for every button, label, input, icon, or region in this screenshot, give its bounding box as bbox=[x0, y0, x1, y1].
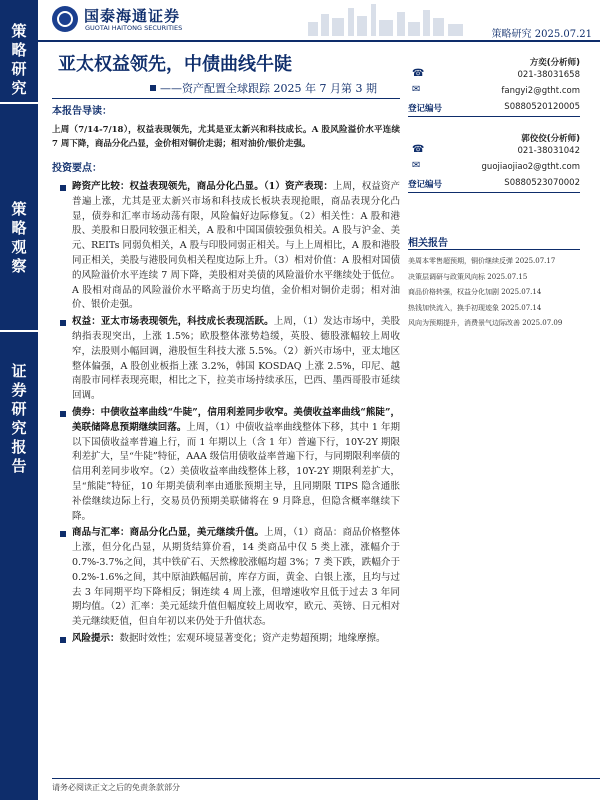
footer-divider bbox=[52, 778, 600, 779]
key-point bbox=[52, 315, 400, 404]
related-report-title: 美周本零售超预期，铜价继续反弹 bbox=[408, 257, 513, 265]
key-point-lead: 风险提示： bbox=[72, 632, 120, 644]
key-point bbox=[52, 180, 400, 313]
sidebar-label-text: 策略观察 bbox=[11, 200, 27, 275]
analyst-divider bbox=[408, 116, 580, 117]
related-reports-divider bbox=[408, 249, 580, 250]
related-report-link[interactable] bbox=[408, 254, 598, 270]
analyst-license-label: 登记编号 bbox=[408, 180, 443, 190]
sidebar-label-strategy-observation bbox=[0, 200, 38, 276]
sidebar-divider bbox=[0, 330, 38, 332]
report-title: 亚太权益领先，中债曲线牛陡 bbox=[58, 54, 292, 75]
phone-icon: ☎ bbox=[412, 68, 425, 79]
related-reports-list bbox=[408, 254, 598, 332]
key-point-lead: 商品与汇率：商品分化凸显，美元继续升值。 bbox=[72, 527, 265, 539]
key-point-body: 数据时效性；宏观环境显著变化；资产走势超预期；地缘摩擦。 bbox=[119, 632, 386, 644]
analyst-card bbox=[408, 130, 580, 208]
related-report-date: 2025.07.14 bbox=[501, 288, 542, 296]
analyst-license: S0880523070002 bbox=[504, 178, 580, 188]
analyst-phone: 021-38031042 bbox=[517, 146, 580, 156]
analyst-email[interactable]: fangyi2@gtht.com bbox=[501, 86, 580, 96]
analyst-license-label: 登记编号 bbox=[408, 104, 443, 114]
analyst-divider bbox=[408, 192, 580, 193]
email-icon: ✉ bbox=[412, 84, 421, 95]
analyst-phone: 021-38031658 bbox=[517, 70, 580, 80]
related-report-title: 商品价格转强，权益分化加剧 bbox=[408, 288, 499, 296]
report-subtitle bbox=[150, 80, 377, 96]
brand-logo-icon bbox=[52, 6, 78, 32]
sidebar-label-strategy-research bbox=[0, 22, 38, 98]
key-point-text bbox=[72, 632, 386, 647]
square-bullet-icon bbox=[60, 411, 66, 417]
square-bullet-icon bbox=[60, 531, 66, 537]
key-point-body: 上周，（1）商品：商品价格整体上涨，但分化凸显，从期货结算价看，14 类商品中仅 5 类上涨，涨幅介于 0.7%-3.7%之间，其中铁矿石、天然橡胶涨幅均超 3%；7 类下跌，跌幅介于 0.2%-1.6%之间，其中原油跌幅居前，库存方面，黄金、白银上涨，且均与过去 3 年同期平均下降相反；铜连续 4 周上涨，但增速收窄且低于过去 3 年同期均值。（2）汇率：美元延续升值但幅度较上周收窄，欧元、英镑、日元相对美元继续贬值，但自年初以来仍处于升值状态。 bbox=[72, 527, 400, 628]
key-point-lead: 债券：中债收益率曲线“牛陡”，信用利差同步收窄。美债收益率曲线“熊陡”，美联储降息预期继续回落。 bbox=[72, 406, 400, 433]
sidebar-label-securities-report bbox=[0, 362, 38, 476]
key-point-body: 上周，（1）中债收益率曲线整体下移，其中 1 年期以下国债收益率普遍上行，而 1 年期以上（含 1 年）普遍下行，10Y-2Y 期限利差扩大，呈“牛陡”特征，AAA 级信用债收益率普遍下行，与同期限利率债的信用利差同步收窄。（2）美债收益率曲线整体上移，10Y-2Y 期限利差扩大，呈“熊陡”特征，10 年期美债利率由通胀预期主导，且同期限 TIPS 隐含通胀补偿继续边际上行，交易员仍预期美联储将在 9 月降息，但隐含概率继续下降。 bbox=[72, 421, 400, 522]
key-point-text bbox=[72, 315, 400, 404]
analyst-name: 方奕(分析师) bbox=[529, 58, 580, 68]
related-reports-heading: 相关报告 bbox=[408, 238, 448, 249]
related-report-title: 风向为预期提升，消费景气边际改善 bbox=[408, 319, 520, 327]
key-point-lead: 跨资产比较：权益表现领先，商品分化凸显。（1）资产表现： bbox=[72, 181, 333, 192]
skyline-watermark-icon bbox=[303, 2, 473, 36]
key-point-body: 上周，（1）发达市场中，美股纳指表现突出，上涨 1.5%；欧股整体涨势趋缓，英股、德股涨幅较上周收窄，法股则小幅回调，港股恒生科技大涨 5.5%。（2）新兴市场中，亚太地区整体偏强，A 股创业板指上涨 3.2%，韩国 KOSDAQ 上涨 2.5%，印尼、越南股市同样表现亮眼，相比之下，拉美市场持续承压，巴西、墨西哥股市延续回调。 bbox=[72, 316, 400, 402]
related-report-date: 2025.07.15 bbox=[487, 272, 528, 281]
square-bullet-icon bbox=[60, 637, 66, 643]
key-point bbox=[52, 406, 400, 524]
brand-name: 国泰海通证券 bbox=[84, 7, 181, 25]
phone-icon: ☎ bbox=[412, 144, 425, 155]
key-point-text bbox=[72, 180, 400, 313]
related-report-link[interactable] bbox=[408, 270, 598, 286]
analyst-license: S0880520120005 bbox=[504, 102, 580, 112]
sidebar bbox=[0, 0, 38, 800]
square-bullet-icon bbox=[150, 85, 156, 91]
header bbox=[38, 0, 600, 44]
sidebar-label-text: 证券研究报告 bbox=[11, 362, 27, 475]
analyst-panel bbox=[408, 52, 580, 208]
key-point-text bbox=[72, 406, 400, 524]
related-report-date: 2025.07.14 bbox=[501, 303, 542, 312]
sidebar-label-text: 策略研究 bbox=[11, 22, 27, 97]
main-content bbox=[52, 104, 400, 649]
key-point-lead: 权益：亚太市场表现领先，科技成长表现活跃。 bbox=[72, 316, 274, 328]
footer-disclaimer: 请务必阅读正文之后的免责条款部分 bbox=[52, 783, 180, 792]
related-report-title: 热钱加快流入，换手初现迹象 bbox=[408, 303, 499, 312]
related-report-title: 决策层调研与政策风向标 bbox=[408, 272, 485, 281]
guide-heading: 本报告导读： bbox=[52, 106, 112, 117]
email-icon: ✉ bbox=[412, 160, 421, 171]
header-section-date: 策略研究 2025.07.21 bbox=[491, 29, 592, 40]
analyst-email[interactable]: guojiaojiao2@gtht.com bbox=[481, 162, 580, 172]
key-point-body: 上周，权益资产普遍上涨，尤其是亚太新兴市场和科技成长板块表现抢眼，商品表现分化凸显，债券和汇率市场动荡有限，风险偏好边际修复。（2）相关性：A 股和港股、美股和日股同较强正相关，A 股和中国国债较强负相关。A 股与沪金、美元、REITs 同弱负相关，A 股与印股同弱正相关。与上上周相比，A 股和港股同正相关，美股与港股同负相关程度边际上升。（3）相对价值：A 股相对国债的风险溢价水平连续 7 周下降，美股相对美债的风险溢价水平继续处于低位。A 股相对商品的风险溢价水平略高于历史均值，金价相对铜价走弱；相对油价、银价走强。 bbox=[72, 181, 400, 311]
related-report-link[interactable] bbox=[408, 316, 598, 332]
report-subtitle-text: ——资产配置全球跟踪 2025 年 7 月第 3 期 bbox=[160, 82, 377, 95]
sidebar-divider bbox=[0, 102, 38, 104]
brand-name-en: GUOTAI HAITONG SECURITIES bbox=[85, 24, 183, 32]
title-divider bbox=[52, 98, 400, 99]
related-report-date: 2025.07.09 bbox=[522, 319, 563, 327]
analyst-name: 郭佼佼(分析师) bbox=[521, 134, 580, 144]
analyst-card bbox=[408, 52, 580, 130]
header-divider bbox=[38, 40, 600, 42]
related-report-link[interactable] bbox=[408, 301, 598, 317]
related-report-link[interactable] bbox=[408, 285, 598, 301]
square-bullet-icon bbox=[60, 320, 66, 326]
key-points-heading: 投资要点： bbox=[52, 163, 102, 174]
key-point bbox=[52, 632, 400, 647]
key-point-text bbox=[72, 526, 400, 630]
related-report-date: 2025.07.17 bbox=[515, 257, 556, 265]
square-bullet-icon bbox=[60, 185, 66, 191]
key-point bbox=[52, 526, 400, 630]
guide-text: 上周（7/14-7/18），权益表现领先，尤其是亚太新兴和科技成长。A 股风险溢价水平连续 7 周下降，商品分化凸显，金价相对铜价走弱；相对油价/银价走强。 bbox=[52, 125, 400, 149]
